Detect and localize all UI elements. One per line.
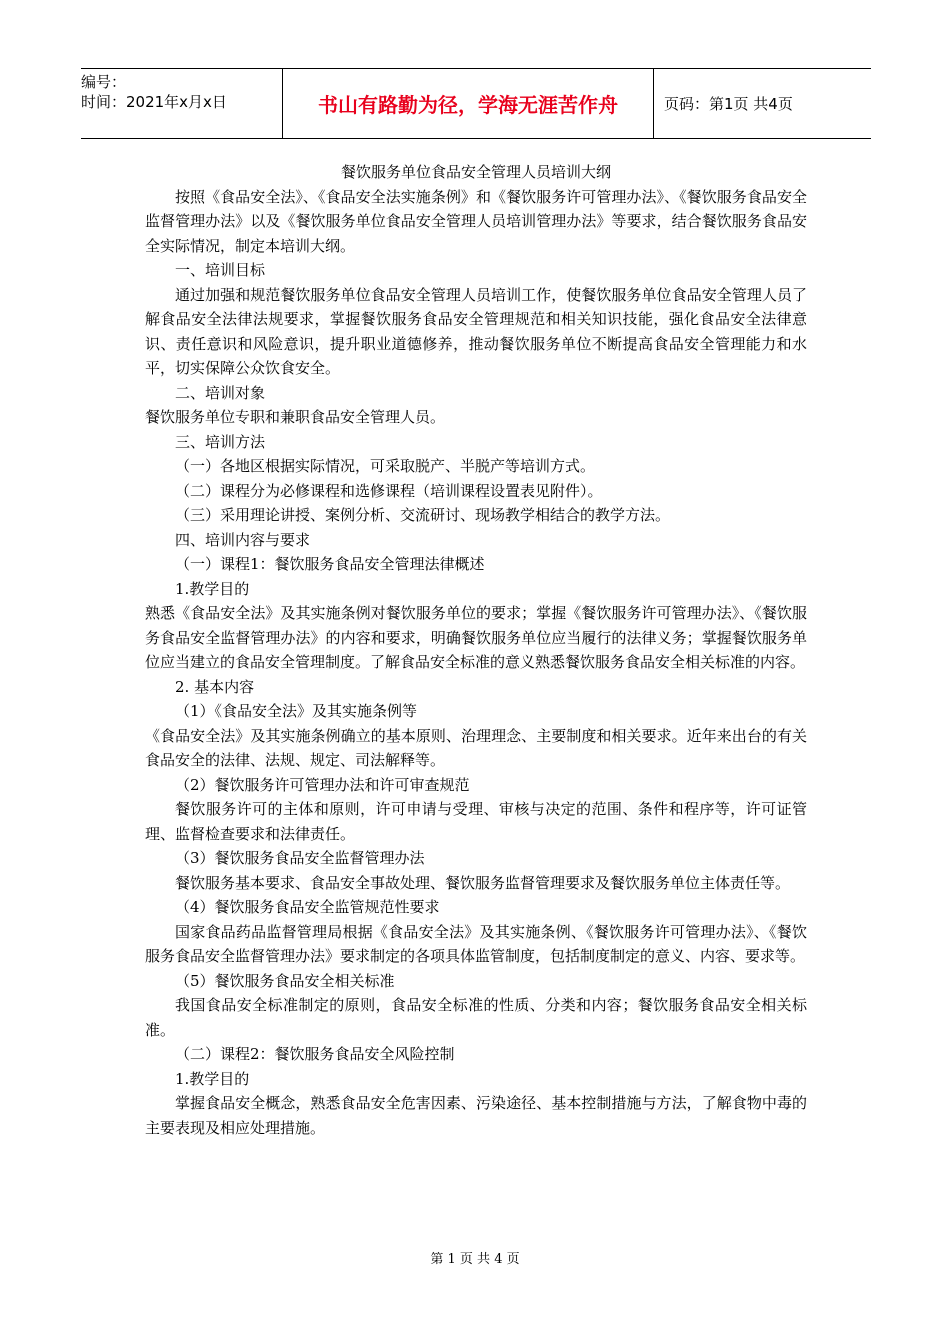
paragraph: 按照《食品安全法》、《食品安全法实施条例》和《餐饮服务许可管理办法》、《餐饮服务食品安全监督管理办法》以及《餐饮服务单位食品安全管理人员培训管理办法》等要求，结合餐饮服务食品安全实际情况，制定本培训大纲。: [145, 187, 807, 255]
document-title: 餐饮服务单位食品安全管理人员培训大纲: [340, 163, 611, 181]
document-header-table: [81, 68, 871, 139]
paragraph: 餐饮服务单位专职和兼职食品安全管理人员。: [145, 408, 446, 426]
time-label: 时间：2021年x月x日: [81, 93, 227, 111]
paragraph-list: [145, 185, 807, 1141]
paragraph: （二）课程分为必修课程和选修课程（培训课程设置表见附件）。: [175, 481, 603, 500]
paragraph: 1.教学目的: [175, 579, 250, 598]
paragraph: 掌握食品安全概念，熟悉食品安全危害因素、污染途径、基本控制措施与方法，了解食物中毒的主要表现及相应处理措施。: [145, 1094, 807, 1137]
paragraph: （一）各地区根据实际情况，可采取脱产、半脱产等培训方式。: [175, 457, 596, 475]
paragraph: 1.教学目的: [175, 1069, 250, 1088]
paragraph: （2）餐饮服务许可管理办法和许可审查规范: [175, 775, 470, 794]
number-label: 编号：: [81, 73, 127, 91]
page-info-cell: [654, 69, 871, 138]
header-left-cell: [81, 69, 282, 138]
paragraph: 国家食品药品监督管理局根据《食品安全法》及其实施条例、《餐饮服务许可管理办法》、《餐饮服务食品安全监督管理办法》要求制定的各项具体监管制度，包括制度制定的意义、内容、要求等。: [145, 922, 807, 965]
paragraph: （3）餐饮服务食品安全监督管理办法: [175, 849, 425, 867]
paragraph: 餐饮服务许可的主体和原则，许可申请与受理、审核与决定的范围、条件和程序等，许可证管理、监督检查要求和法律责任。: [145, 800, 807, 843]
paragraph: （5）餐饮服务食品安全相关标准: [175, 971, 395, 990]
motto-cell: [282, 69, 654, 138]
paragraph: 餐饮服务基本要求、食品安全事故处理、餐饮服务监督管理要求及餐饮服务单位主体责任等。: [175, 873, 791, 892]
paragraph: 二、培训对象: [175, 383, 266, 402]
paragraph: 四、培训内容与要求: [175, 530, 311, 549]
paragraph: （一）课程1：餐饮服务食品安全管理法律概述: [175, 555, 485, 573]
motto-text: 书山有路勤为径，学海无涯苦作舟: [318, 93, 618, 117]
paragraph: （二）课程2：餐饮服务食品安全风险控制: [175, 1045, 455, 1063]
paragraph: 一、培训目标: [175, 261, 266, 279]
paragraph: 我国食品安全标准制定的原则，食品安全标准的性质、分类和内容；餐饮服务食品安全相关标准。: [145, 996, 807, 1039]
paragraph: （1）《食品安全法》及其实施条例等: [175, 702, 418, 720]
paragraph: 《食品安全法》及其实施条例确立的基本原则、治理理念、主要制度和相关要求。近年来出台的有关食品安全的法律、法规、规定、司法解释等。: [145, 726, 807, 769]
paragraph: 通过加强和规范餐饮服务单位食品安全管理人员培训工作，使餐饮服务单位食品安全管理人员了解食品安全法律法规要求，掌握餐饮服务食品安全管理规范和相关知识技能，强化食品安全法律意识、责任意识和风险意识，提升职业道德修养，推动餐饮服务单位不断提高食品安全管理能力和水平，切实保障公众饮食安全。: [145, 285, 807, 377]
document-body: [145, 160, 807, 1140]
paragraph: 熟悉《食品安全法》及其实施条例对餐饮服务单位的要求；掌握《餐饮服务许可管理办法》、《餐饮服务食品安全监督管理办法》的内容和要求，明确餐饮服务单位应当履行的法律义务；掌握餐饮服务单位应当建立的食品安全管理制度。了解食品安全标准的意义熟悉餐饮服务食品安全相关标准的内容。: [145, 604, 807, 671]
page-info-text: 页码：第1页 共4页: [664, 95, 793, 113]
paragraph: 三、培训方法: [175, 432, 266, 451]
paragraph: （三）采用理论讲授、案例分析、交流研讨、现场教学相结合的教学方法。: [175, 506, 671, 524]
paragraph: 2. 基本内容: [175, 677, 255, 696]
page-footer: 第 1 页 共 4 页: [430, 1252, 520, 1267]
paragraph: （4）餐饮服务食品安全监管规范性要求: [175, 898, 440, 916]
